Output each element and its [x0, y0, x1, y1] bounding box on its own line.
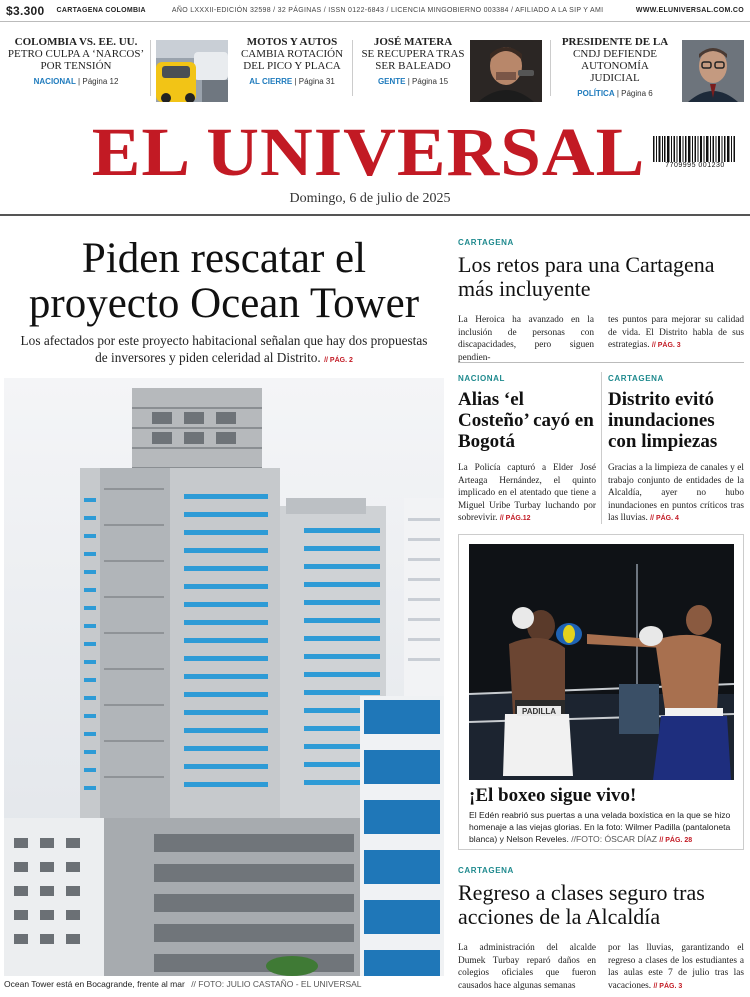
- boxing-caption-text: El Edén reabrió sus puertas a una velada boxística en la que se hizo homenaje a las viejas glorias. En la foto: Wilmer Padilla (pantaloneta blanca) y Nelson Reveles.: [469, 810, 731, 844]
- teaser-cndj[interactable]: PRESIDENTE DE LA CNDJ DEFIENDE AUTONOMÍA JUDICIAL POLÍTICA | Página 6: [561, 36, 669, 98]
- teaser-cndj-photo: [682, 40, 744, 102]
- teaser-jose-matera[interactable]: JOSÉ MATERA SE RECUPERA TRAS SER BALEADO GENTE | Página 15: [361, 36, 465, 86]
- teaser-headline-rest: SE RECUPERA TRAS SER BALEADO: [361, 48, 465, 72]
- boxer-trunks-label: PADILLA: [521, 707, 557, 716]
- page-ref[interactable]: // PÁG. 3: [653, 982, 683, 990]
- price: $3.300: [6, 3, 45, 18]
- teaser-matera-photo: [470, 40, 542, 102]
- lead-caption: [4, 979, 444, 989]
- story-kicker: CARTAGENA: [458, 866, 514, 875]
- photo-credit: // FOTO: JULIO CASTAÑO - EL UNIVERSAL: [191, 979, 362, 989]
- story-regreso-clases: [458, 866, 744, 929]
- story-body-left: La administración del alcalde Dumek Turbay reparó daños en colegios oficiales que fueron causados hace algunas semanas: [458, 943, 596, 991]
- story-body-left: La Heroica ha avanzado en la inclusión de personas con discapacidades, pero siguen pendien-: [458, 315, 594, 363]
- story-body: [458, 462, 596, 526]
- website-link[interactable]: WWW.ELUNIVERSAL.COM.CO: [635, 7, 744, 14]
- story-body: [608, 462, 744, 526]
- teaser-page: Página 31: [298, 77, 335, 86]
- masthead: [91, 112, 646, 190]
- page-ref[interactable]: // PÁG. 4: [650, 515, 679, 522]
- story-body-text: La Policía capturó a Elder José Arteaga Hernández, el quinto implicado en el atentado que tiene a Miguel Uribe Turbay luchando por sobrevivir.: [458, 463, 596, 523]
- lead-deck: [14, 332, 434, 369]
- teaser-page: Página 6: [621, 89, 653, 98]
- teaser-colombia-eeuu[interactable]: COLOMBIA VS. EE. UU. PETRO CULPA A ‘NARCOS’ POR TENSIÓN NACIONAL | Página 12: [7, 36, 145, 86]
- top-bar: [0, 0, 750, 22]
- divider: [352, 40, 353, 96]
- story-body-right: [608, 942, 744, 993]
- barcode-number: 7709995 001230: [665, 162, 725, 169]
- teaser-page: Página 12: [82, 77, 119, 86]
- edition-meta: AÑO LXXXII-EDICIÓN 32598 / 32 PÁGINAS / ISSN 0122-6843 / LICENCIA MINGOBIERNO 003384 / AFILIADO A LA SIP Y AMI: [171, 7, 604, 14]
- teaser-headline: PRESIDENTE DE LA: [561, 36, 669, 48]
- story-headline[interactable]: Regreso a clases seguro tras acciones de la Alcaldía: [458, 880, 705, 929]
- teaser-section: AL CIERRE: [249, 77, 293, 86]
- story-body-right: [608, 314, 744, 353]
- teaser-headline-rest: PETRO CULPA A ‘NARCOS’ POR TENSIÓN: [7, 48, 145, 72]
- page-ref[interactable]: // PÁG.12: [499, 515, 531, 522]
- story-inundaciones: [608, 374, 744, 526]
- boxing-feature: [458, 534, 744, 850]
- divider: [0, 214, 750, 216]
- boxing-caption: [469, 809, 737, 847]
- teaser-strip: [0, 36, 750, 102]
- boxing-headline[interactable]: ¡El boxeo sigue vivo!: [469, 785, 637, 806]
- teaser-pico-placa[interactable]: MOTOS Y AUTOS CAMBIA ROTACIÓN DEL PICO Y PLACA AL CIERRE | Página 31: [240, 36, 344, 86]
- teaser-headline-rest: CAMBIA ROTACIÓN DEL PICO Y PLACA: [240, 48, 344, 72]
- teaser-cars-photo: [156, 40, 228, 102]
- lead-headline[interactable]: Piden rescatar el proyecto Ocean Tower: [28, 235, 420, 327]
- divider: [550, 40, 551, 96]
- boxing-photo: [469, 544, 734, 780]
- teaser-section: NACIONAL: [33, 77, 76, 86]
- story-costeno: [458, 374, 596, 526]
- story-body-text: Gracias a la limpieza de canales y el trabajo conjunto de entidades de la Alcaldía, ayer no hubo inundaciones en puntos críticos tras las lluvias.: [608, 463, 744, 523]
- story-kicker: CARTAGENA: [608, 374, 664, 383]
- teaser-headline: COLOMBIA VS. EE. UU.: [14, 36, 138, 48]
- lead-deck-text: Los afectados por este proyecto habitacional señalan que hay dos propuestas de inversores y piden celeridad al Distrito.: [20, 333, 428, 365]
- story-body-text: tes puntos para mejorar su calidad de vida. El Distrito habla de sus estrategias.: [608, 315, 744, 350]
- story-headline[interactable]: Alias ‘el Costeño’ cayó en Bogotá: [458, 389, 594, 452]
- page-ref[interactable]: // PÁG. 3: [651, 342, 681, 349]
- divider: [458, 362, 744, 363]
- story-kicker: CARTAGENA: [458, 238, 514, 247]
- story-inclusion: [458, 238, 744, 301]
- teaser-page: Página 15: [412, 77, 449, 86]
- story-body-text: por las lluvias, garantizando el regreso a clases de los estudiantes a las aulas este 7 de julio tras las vacaciones.: [608, 943, 744, 991]
- page-ref[interactable]: // PÁG. 2: [324, 357, 353, 364]
- divider: [601, 372, 602, 524]
- lead-photo: [4, 378, 444, 976]
- teaser-headline: JOSÉ MATERA: [373, 36, 453, 48]
- page-ref[interactable]: // PÁG. 28: [659, 837, 693, 844]
- divider: [150, 40, 151, 96]
- newspaper-logo: EL UNIVERSAL: [91, 112, 646, 190]
- story-headline[interactable]: Los retos para una Cartagena más incluyente: [458, 252, 715, 301]
- photo-credit: //FOTO: ÓSCAR DÍAZ: [571, 834, 658, 844]
- dateline: Domingo, 6 de julio de 2025: [289, 191, 451, 206]
- teaser-headline-rest: CNDJ DEFIENDE AUTONOMÍA JUDICIAL: [572, 48, 658, 84]
- caption-text: Ocean Tower está en Bocagrande, frente al mar: [4, 979, 185, 989]
- story-kicker: NACIONAL: [458, 374, 506, 383]
- teaser-headline: MOTOS Y AUTOS: [246, 36, 338, 48]
- edition-city: CARTAGENA COLOMBIA: [56, 7, 146, 14]
- story-headline[interactable]: Distrito evitó inundaciones con limpiezas: [608, 389, 718, 452]
- teaser-section: POLÍTICA: [577, 89, 615, 98]
- teaser-section: GENTE: [377, 77, 406, 86]
